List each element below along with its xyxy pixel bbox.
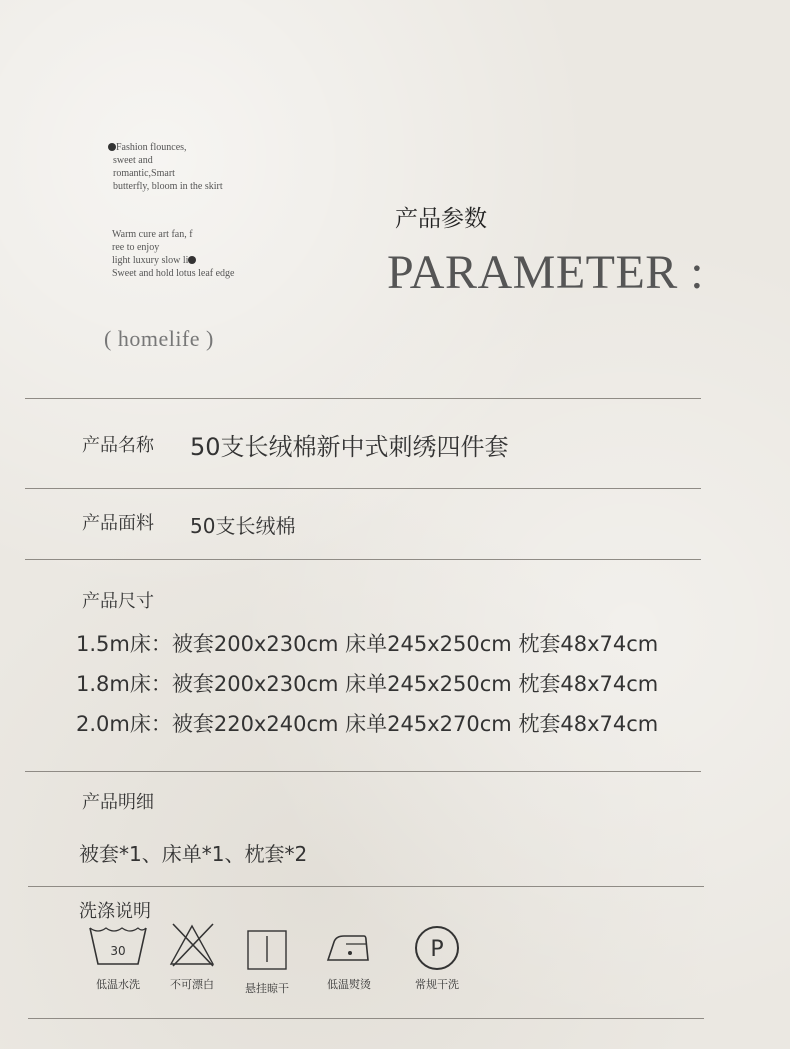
product-name-value: 50支长绒棉新中式刺绣四件套 (190, 433, 509, 461)
hang-dry-icon (245, 928, 289, 972)
divider (28, 1018, 704, 1019)
care-item-dryclean (402, 924, 472, 992)
poem-line: sweet and (108, 155, 153, 166)
care-item-wash (83, 924, 153, 992)
decor-poem (108, 141, 223, 193)
care-item-label: 常规干洗 (415, 978, 459, 991)
divider (25, 488, 701, 489)
homelife-tag: ( homelife ) (104, 326, 214, 351)
care-item-label: 低温熨烫 (327, 978, 371, 991)
bullet-dot-icon (188, 256, 196, 264)
divider (25, 771, 701, 772)
no-bleach-icon (167, 922, 217, 970)
poem-line: ree to enjoy (112, 242, 160, 253)
poem-line: Warm cure art fan, f (112, 229, 193, 240)
care-label: 洗涤说明 (79, 901, 151, 922)
poem-line: butterfly, bloom in the skirt (108, 181, 223, 192)
product-name-label: 产品名称 (82, 435, 154, 456)
product-detail-label: 产品明细 (82, 792, 154, 813)
dry-clean-letter: P (430, 937, 444, 962)
wash-temp-text: 30 (110, 944, 126, 958)
low-temp-iron-icon (324, 924, 374, 968)
divider (28, 886, 704, 887)
product-fabric-value: 50支长绒棉 (190, 514, 296, 538)
size-row: 1.5m床：被套200x230cm 床单245x250cm 枕套48x74cm (76, 632, 659, 656)
poem-line: Fashion flounces, (116, 142, 187, 153)
dry-clean-icon (413, 924, 461, 972)
bullet-dot-icon (108, 143, 116, 151)
care-item-bleach (157, 924, 227, 992)
care-item-label: 悬挂晾干 (245, 982, 289, 995)
poem-line: Sweet and hold lotus leaf edge (112, 268, 235, 279)
care-item-hang (232, 924, 302, 996)
section-title-en: PARAMETER : (387, 246, 705, 299)
care-item-iron (314, 924, 384, 992)
decor-poem-2 (112, 228, 234, 280)
section-title-cn: 产品参数 (395, 206, 487, 232)
size-row: 1.8m床：被套200x230cm 床单245x250cm 枕套48x74cm (76, 672, 659, 696)
poem-line: light luxury slow li (112, 255, 189, 266)
product-detail-value: 被套*1、床单*1、枕套*2 (79, 842, 308, 866)
low-temp-wash-icon (86, 924, 150, 968)
divider (25, 559, 701, 560)
care-item-label: 不可漂白 (170, 978, 214, 991)
care-item-label: 低温水洗 (96, 978, 140, 991)
size-row: 2.0m床：被套220x240cm 床单245x270cm 枕套48x74cm (76, 712, 659, 736)
poem-line: romantic,Smart (108, 168, 175, 179)
product-size-label: 产品尺寸 (82, 591, 154, 612)
divider (25, 398, 701, 399)
product-fabric-label: 产品面料 (82, 513, 154, 534)
